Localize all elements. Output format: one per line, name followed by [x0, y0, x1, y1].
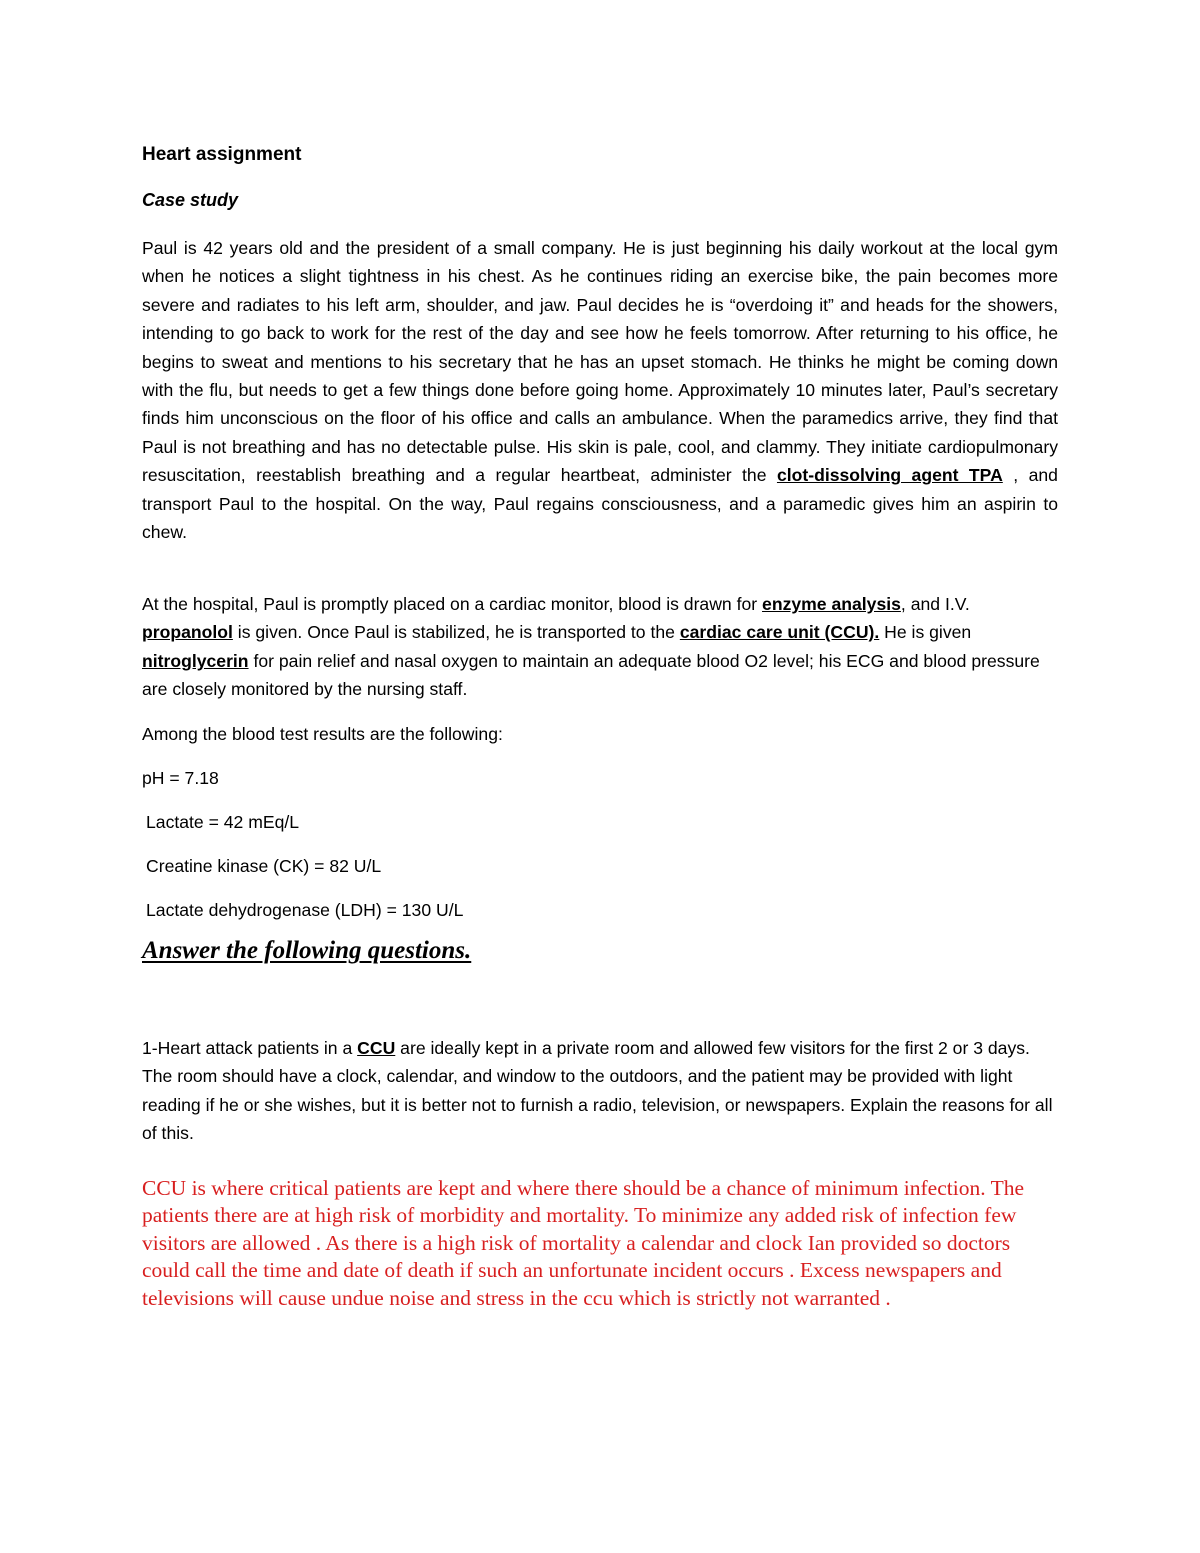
case-text-before: Paul is 42 years old and the president of a small company. He is just beginning his daily workout at the local gym when he notices a slight tightness in his chest. As he continues riding an exercise bike, the pain becomes more severe and radiates to his left arm, shoulder, and jaw. Paul decides he is “overdoing it” and heads for the showers, intending to go back to work for the rest of the day and see how he feels tomorrow. After returning to his office, he begins to sweat and mentions to his secretary that he has an upset stomach. He thinks he might be coming down with the flu, but needs to get a few things done before going home. Approximately 10 minutes later, Paul’s secretary finds him unconscious on the floor of his office and calls an ambulance. When the paramedics arrive, they find that Paul is not breathing and has no detectable pulse. His skin is pale, cool, and clammy. They initiate cardiopulmonary resuscitation, reestablish breathing and a regular heartbeat, administer the: [142, 238, 1058, 486]
question-1-after: are ideally kept in a private room and allowed few visitors for the first 2 or 3 days. The room should have a clock, calendar, and window to the outdoors, and the patient may be provided with light reading if he or she wishes, but it is better not to furnish a radio, television, or newspapers. Explain the reasons for all of this.: [142, 1038, 1053, 1144]
hospital-text-3: is given. Once Paul is stabilized, he is transported to the: [232, 622, 680, 643]
question-1: [142, 1034, 1058, 1148]
answer-heading: Answer the following questions.: [142, 937, 472, 964]
result-lactate: Lactate = 42 mEq/L: [146, 812, 300, 832]
question-1-ccu-term: CCU: [357, 1038, 396, 1058]
clot-dissolving-agent-term: clot-dissolving agent TPA: [776, 465, 1003, 486]
hospital-text-4: He is given: [879, 622, 972, 643]
result-ph: pH = 7.18: [142, 768, 219, 788]
question-1-before: 1-Heart attack patients in a: [142, 1038, 358, 1058]
hospital-text-2: , and I.V.: [900, 594, 970, 614]
hospital-text-5: for pain relief and nasal oxygen to maintain an adequate blood O2 level; his ECG and blood pressure are closely monitored by the nursing staff.: [142, 650, 1040, 700]
ccu-term: cardiac care unit (CCU).: [679, 622, 880, 643]
propanolol-term: propanolol: [142, 622, 233, 643]
hospital-paragraph: [142, 590, 1058, 704]
answer-1: CCU is where critical patients are kept and where there should be a chance of minimum infection. The patients there are at high risk of morbidity and mortality. To minimize any added risk of infection few visitors are allowed . As there is a high risk of mortality a calendar and clock Ian provided so doctors could call the time and date of death if such an unfortunate incident occurs . Excess newspapers and televisions will cause undue noise and stress in the ccu which is strictly not warranted .: [142, 1176, 1024, 1310]
case-study-subtitle: Case study: [142, 190, 239, 210]
hospital-text-1: At the hospital, Paul is promptly placed on a cardiac monitor, blood is drawn for: [142, 594, 763, 614]
enzyme-analysis-term: enzyme analysis: [762, 594, 901, 614]
result-ck: Creatine kinase (CK) = 82 U/L: [146, 856, 382, 876]
case-text-after: , and transport Paul to the hospital. On the way, Paul regains consciousness, and a paramedic gives him an aspirin to chew.: [142, 465, 1058, 543]
case-paragraph: [142, 234, 1058, 546]
results-intro: Among the blood test results are the following:: [142, 724, 503, 744]
nitroglycerin-term: nitroglycerin: [142, 650, 249, 671]
result-ldh: Lactate dehydrogenase (LDH) = 130 U/L: [146, 900, 464, 920]
document-title: Heart assignment: [142, 144, 302, 165]
